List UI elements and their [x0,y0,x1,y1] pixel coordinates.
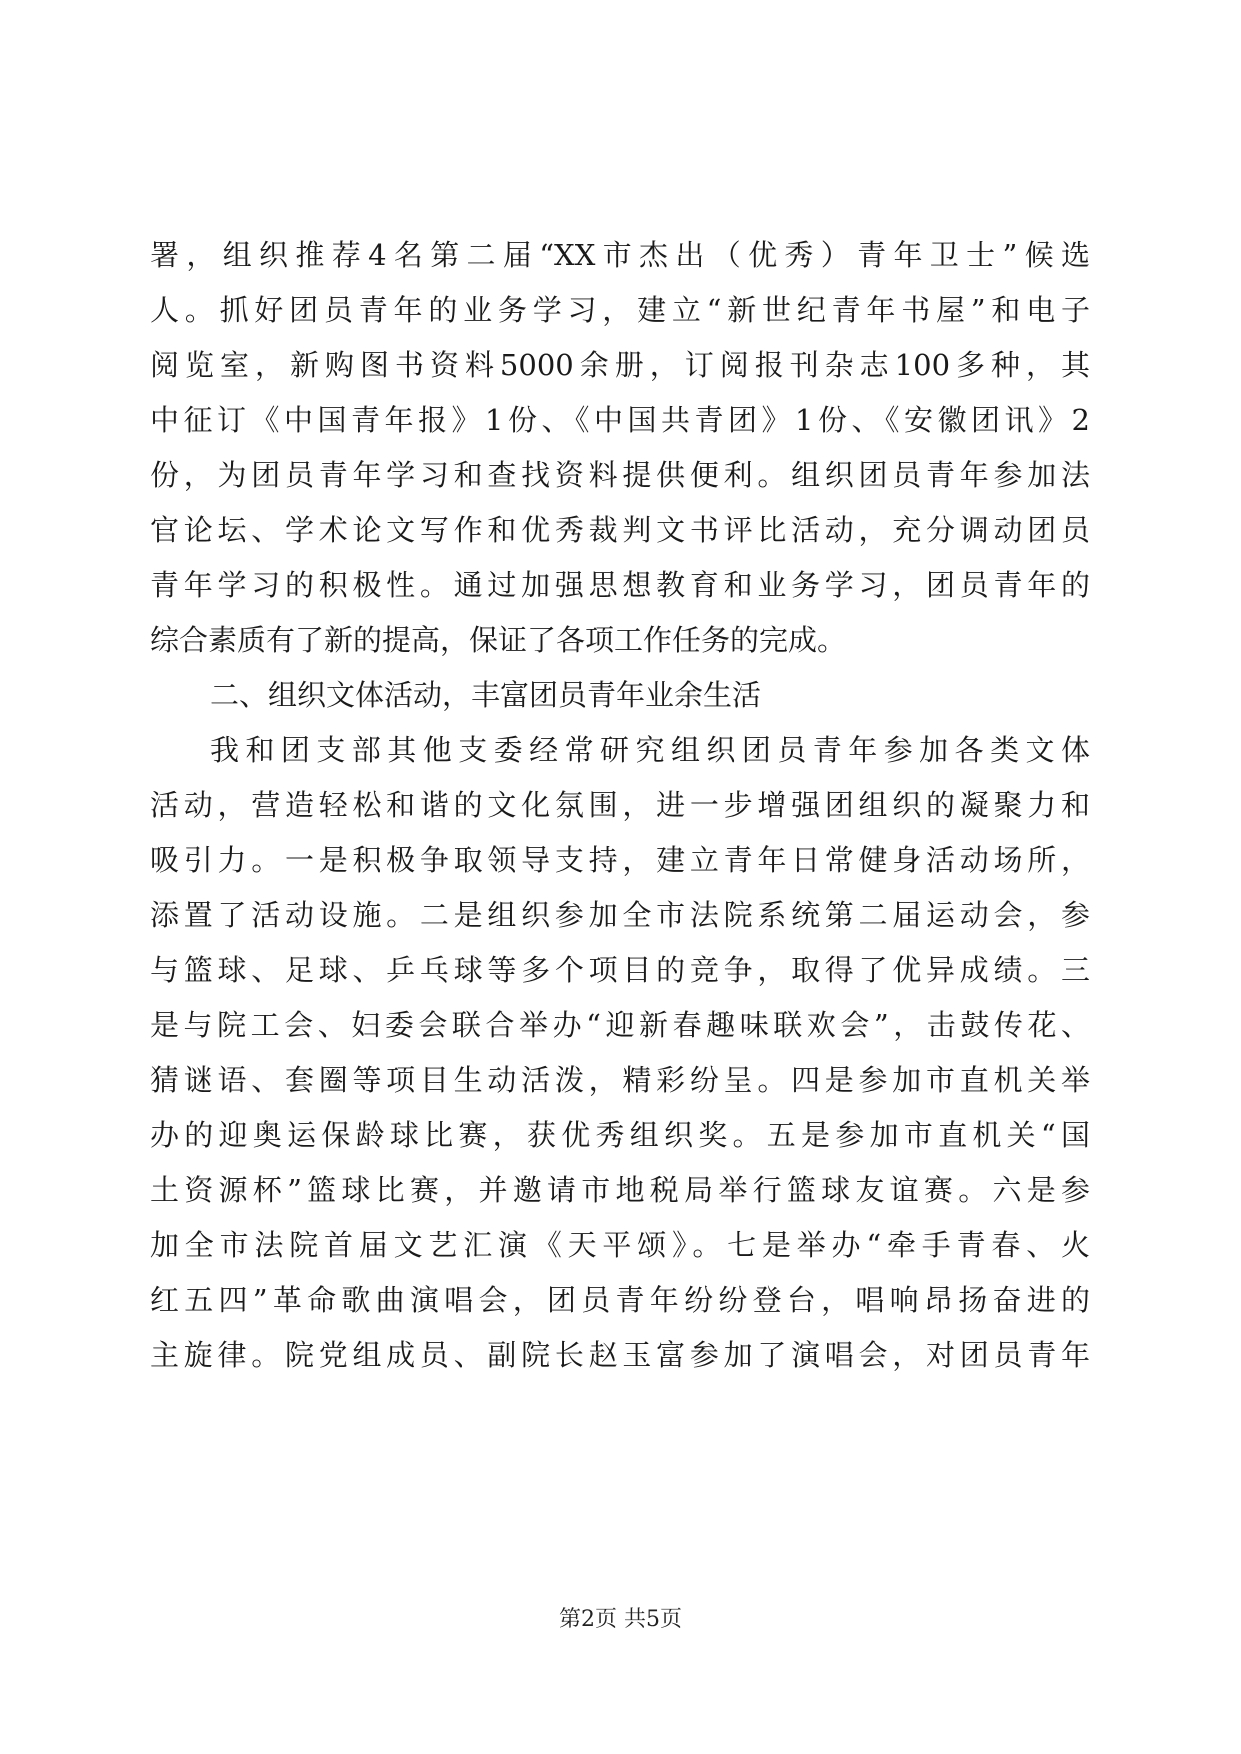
body-text-line: 主旋律。院党组成员、副院长赵玉富参加了演唱会，对团员青年 [150,1338,1090,1372]
body-text-line: 官论坛、学术论文写作和优秀裁判文书评比活动，充分调动团员 [150,513,1090,547]
section-heading: 二、组织文体活动，丰富团员青年业余生活 [210,678,762,712]
body-text-line: 我和团支部其他支委经常研究组织团员青年参加各类文体 [210,733,1090,767]
body-text-line: 是与院工会、妇委会联合举办“迎新春趣味联欢会”，击鼓传花、 [150,1008,1090,1042]
page-number-footer: 第2页 共5页 [559,1607,682,1632]
body-text-line: 署，组织推荐4名第二届“XX市杰出（优秀）青年卫士”候选 [150,238,1090,272]
body-text-line: 人。抓好团员青年的业务学习，建立“新世纪青年书屋”和电子 [150,293,1090,327]
body-text-line: 吸引力。一是积极争取领导支持，建立青年日常健身活动场所， [150,843,1090,877]
body-text-line: 土资源杯”篮球比赛，并邀请市地税局举行篮球友谊赛。六是参 [150,1173,1090,1207]
body-text-line: 份，为团员青年学习和查找资料提供便利。组织团员青年参加法 [150,458,1090,492]
body-text-line: 添置了活动设施。二是组织参加全市法院系统第二届运动会，参 [150,898,1090,932]
body-text-line: 加全市法院首届文艺汇演《天平颂》。七是举办“牵手青春、火 [150,1228,1090,1262]
body-text-line: 办的迎奥运保龄球比赛，获优秀组织奖。五是参加市直机关“国 [150,1118,1090,1152]
body-text-line: 综合素质有了新的提高，保证了各项工作任务的完成。 [150,623,847,657]
body-text-line: 活动，营造轻松和谐的文化氛围，进一步增强团组织的凝聚力和 [150,788,1090,822]
body-text-line: 阅览室，新购图书资料5000余册，订阅报刊杂志100多种，其 [150,348,1090,382]
body-text-line: 猜谜语、套圈等项目生动活泼，精彩纷呈。四是参加市直机关举 [150,1063,1090,1097]
body-text-line: 与篮球、足球、乒乓球等多个项目的竞争，取得了优异成绩。三 [150,953,1090,987]
body-text-line: 红五四”革命歌曲演唱会，团员青年纷纷登台，唱响昂扬奋进的 [150,1283,1090,1317]
body-text-line: 青年学习的积极性。通过加强思想教育和业务学习，团员青年的 [150,568,1090,602]
body-text-line: 中征订《中国青年报》1份、《中国共青团》1份、《安徽团讯》2 [150,403,1090,437]
